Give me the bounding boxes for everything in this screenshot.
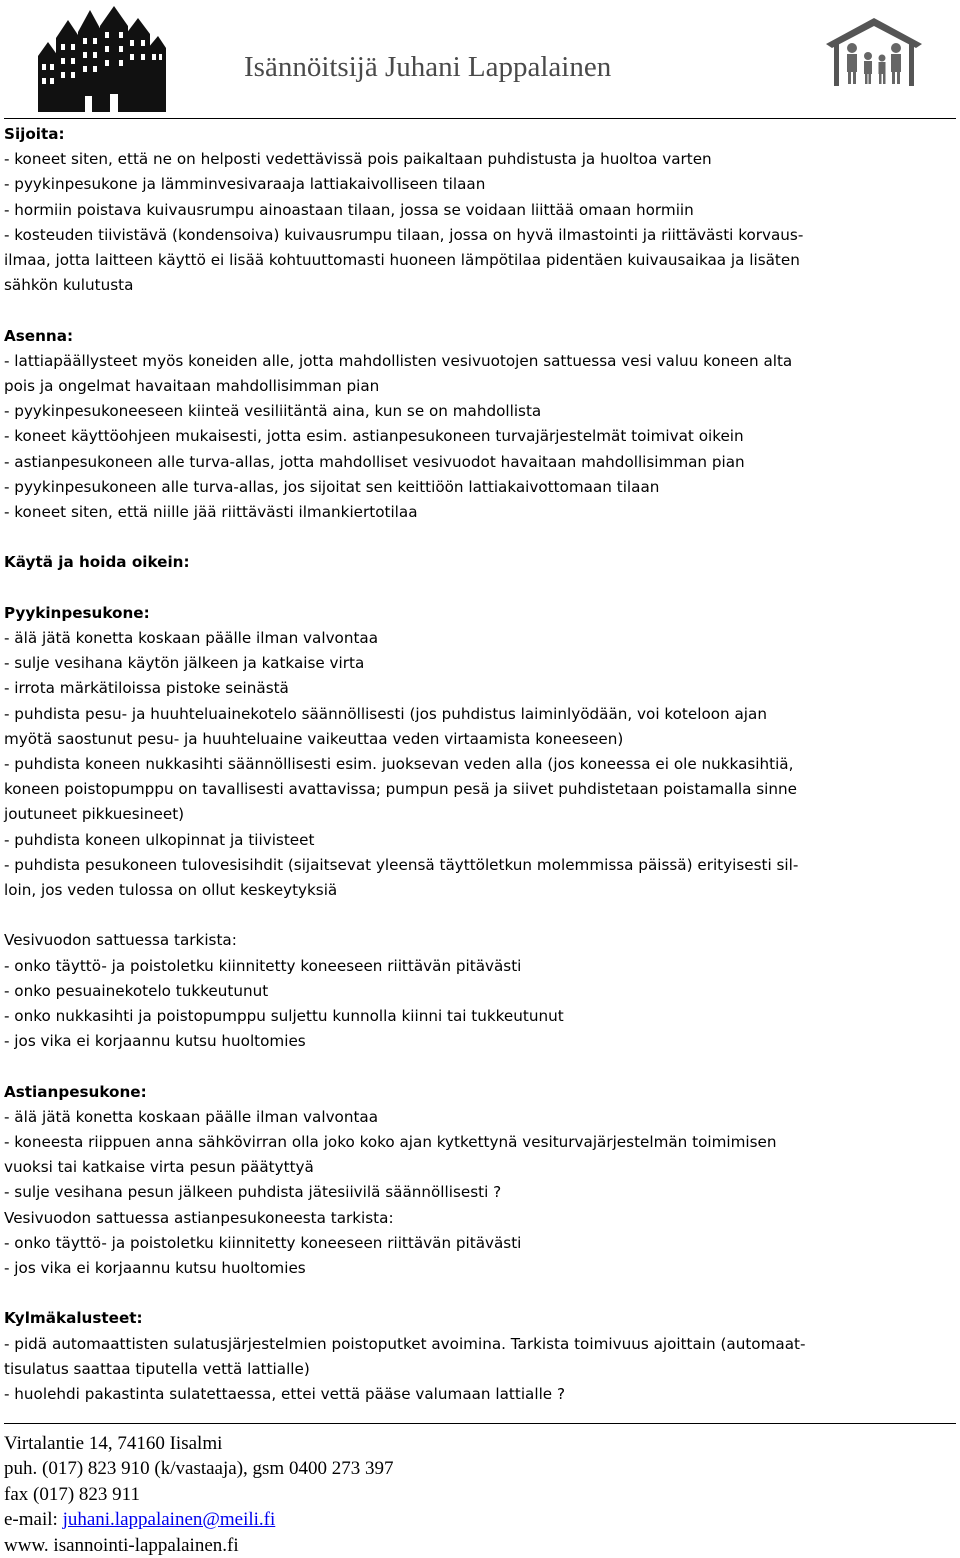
list-item: joutuneet pikkuesineet)	[4, 805, 185, 824]
list-item: - älä jätä konetta koskaan päälle ilman valvontaa	[4, 629, 379, 648]
list-item: loin, jos veden tulossa on ollut keskeytyksiä	[4, 881, 338, 900]
list-item: - puhdista koneen ulkopinnat ja tiivisteet	[4, 830, 315, 849]
list-item: - sulje vesihana käytön jälkeen ja katkaise virta	[4, 654, 365, 673]
company-name: Isännöitsijä Juhani Lappalainen	[244, 51, 612, 83]
list-item: - hormiin poistava kuivausrumpu ainoastaan tilaan, jossa se voidaan liittää omaan hormiin	[4, 200, 694, 219]
section-title-sijoita: Sijoita:	[4, 125, 65, 143]
list-item: - puhdista pesukoneen tulovesisihdit (sijaitsevat yleensä täyttöletkun molemmissa päissä) erityisesti sil-	[4, 855, 799, 874]
list-item: - koneet siten, että ne on helposti vedettävissä pois paikaltaan puhdistusta ja huoltoa varten	[4, 150, 712, 169]
list-item: - lattiapäällysteet myös koneiden alle, jotta mahdollisten vesivuotojen sattuessa vesi valuu koneen alta	[4, 351, 793, 370]
page-header	[0, 0, 960, 122]
list-item: - koneesta riippuen anna sähkövirran olla joko koko ajan kytkettynä vesiturvajärjestelmän toimimisen	[4, 1133, 777, 1152]
list-item: - pyykinpesukoneeseen kiinteä vesiliitäntä aina, kun se on mahdollista	[4, 402, 542, 421]
list-item: - pyykinpesukone ja lämminvesivaraaja lattiakaivolliseen tilaan	[4, 175, 486, 194]
list-item: - onko täyttö- ja poistoletku kiinnitetty koneeseen riittävän pitävästi	[4, 1233, 522, 1252]
footer-email-link[interactable]: juhani.lappalainen@meili.fi	[62, 1509, 276, 1531]
list-item: - sulje vesihana pesun jälkeen puhdista jätesiivilä säännöllisesti ?	[4, 1183, 502, 1202]
footer-address: Virtalantie 14, 74160 Iisalmi	[4, 1433, 223, 1454]
section-title-asenna: Asenna:	[4, 326, 74, 345]
list-item: myötä saostunut pesu- ja huuhteluaine vaikeuttaa veden virtaamista koneeseen)	[4, 729, 624, 748]
list-item: - älä jätä konetta koskaan päälle ilman valvontaa	[4, 1107, 379, 1126]
list-item: - koneet siten, että niille jää riittävästi ilmankiertotilaa	[4, 503, 418, 522]
footer-phone: puh. (017) 823 910 (k/vastaaja), gsm 0400 273 397	[4, 1458, 394, 1480]
section-title-kayta: Käytä ja hoida oikein:	[4, 553, 190, 572]
section-title-kylmakalusteet: Kylmäkalusteet:	[4, 1309, 143, 1328]
list-item: - jos vika ei korjaannu kutsu huoltomies	[4, 1032, 306, 1051]
footer-email-label: e-mail:	[4, 1509, 63, 1531]
list-item: koneen poistopumppu on tavallisesti avattavissa; pumpun pesä ja siivet puhdistetaan poistamalla sinne	[4, 780, 797, 799]
footer-divider	[4, 1423, 956, 1424]
list-item: - onko pesuainekotelo tukkeutunut	[4, 981, 269, 1000]
list-item: sähkön kulutusta	[4, 276, 134, 295]
footer-website: www. isannointi-lappalainen.fi	[4, 1534, 239, 1556]
list-item: - koneet käyttöohjeen mukaisesti, jotta esim. astianpesukoneen turvajärjestelmät toimivat oikein	[4, 427, 744, 446]
list-item: - onko nukkasihti ja poistopumppu suljettu kunnolla kiinni tai tukkeutunut	[4, 1007, 564, 1026]
list-item: - puhdista pesu- ja huuhteluainekotelo säännöllisesti (jos puhdistus laiminlyödään, voi koteloon ajan	[4, 704, 767, 723]
section-title-vesivuoto: Vesivuodon sattuessa tarkista:	[4, 931, 237, 950]
list-item: - onko täyttö- ja poistoletku kiinnitetty koneeseen riittävän pitävästi	[4, 956, 522, 975]
footer-fax: fax (017) 823 911	[4, 1483, 140, 1505]
list-item: tisulatus saattaa tiputella vettä lattialle)	[4, 1359, 310, 1378]
list-item: - kosteuden tiivistävä (kondensoiva) kuivausrumpu tilaan, jossa on hyvä ilmastointi ja riittävästi korvaus-	[4, 225, 804, 244]
list-item: - irrota märkätiloissa pistoke seinästä	[4, 679, 289, 698]
page-footer	[4, 1431, 393, 1558]
header-divider	[4, 118, 956, 119]
document-body	[4, 122, 956, 1407]
list-item: - pyykinpesukoneen alle turva-allas, jos sijoitat sen keittiöön lattiakaivottomaan tilaan	[4, 477, 660, 496]
town-houses-logo	[30, 4, 170, 116]
list-item: - astianpesukoneen alle turva-allas, jotta mahdolliset vesivuodot havaitaan mahdollisimman pian	[4, 452, 745, 471]
list-item: - puhdista koneen nukkasihti säännöllisesti esim. juoksevan veden alla (jos koneessa ei ole nukkasihtiä,	[4, 755, 794, 774]
list-item: ilmaa, jotta laitteen käyttö ei lisää kohtuuttomasti huoneen lämpötilaa pidentäen kuivausaikaa ja lisäten	[4, 251, 800, 270]
list-item: vuoksi tai katkaise virta pesun päätyttyä	[4, 1158, 314, 1177]
list-item: Vesivuodon sattuessa astianpesukoneesta tarkista:	[4, 1208, 394, 1227]
list-item: - jos vika ei korjaannu kutsu huoltomies	[4, 1259, 306, 1278]
footer-email-line	[4, 1507, 393, 1532]
section-title-pyykinpesukone: Pyykinpesukone:	[4, 603, 150, 622]
list-item: - huolehdi pakastinta sulatettaessa, ettei vettä pääse valumaan lattialle ?	[4, 1385, 566, 1404]
list-item: - pidä automaattisten sulatusjärjestelmien poistoputket avoimina. Tarkista toimivuus ajoittain (automaat-	[4, 1334, 806, 1353]
section-title-astianpesukone: Astianpesukone:	[4, 1082, 147, 1101]
list-item: pois ja ongelmat havaitaan mahdollisimman pian	[4, 377, 380, 396]
family-house-logo	[826, 18, 922, 86]
